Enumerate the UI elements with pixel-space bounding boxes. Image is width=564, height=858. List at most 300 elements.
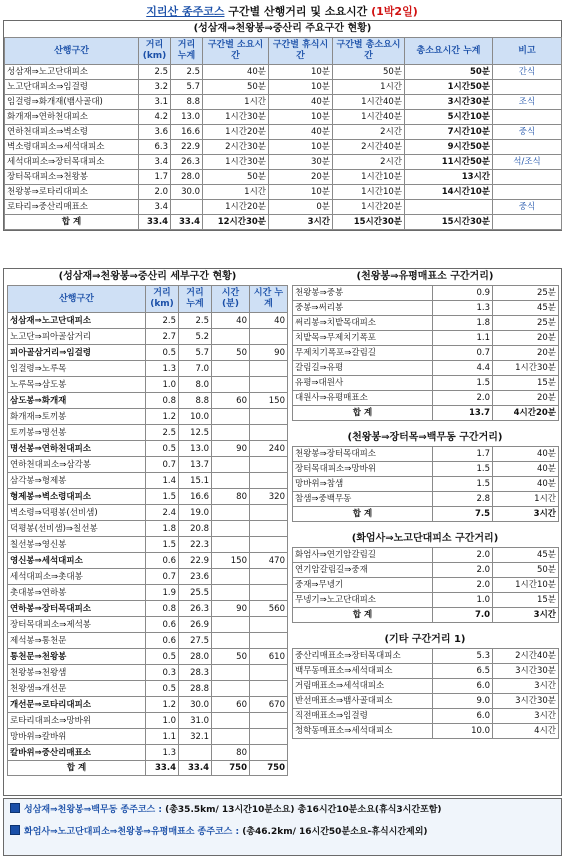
column-header: 총소요시간 누계 <box>405 38 493 65</box>
table-cell <box>212 633 250 649</box>
table-cell: 2.8 <box>433 492 493 507</box>
table-cell: 240 <box>250 441 288 457</box>
route-group-table <box>292 446 559 522</box>
route-group-title: (기타 구간거리 1) <box>384 634 466 645</box>
table-cell <box>250 681 288 697</box>
table-row <box>8 713 288 729</box>
table-cell: 세석대피소⇒장터목대피소 <box>5 155 139 170</box>
table-cell <box>212 537 250 553</box>
table-cell: 20분 <box>493 331 559 346</box>
table-row <box>8 649 288 665</box>
table-cell: 노고단⇒피아골삼거리 <box>8 329 146 345</box>
title-main: 구간별 산행거리 및 소요시간 <box>224 5 372 18</box>
table-cell: 1시간10분 <box>493 578 559 593</box>
total-cell: 750 <box>212 761 250 776</box>
table-cell: 50분 <box>493 563 559 578</box>
table-cell: 50분 <box>203 170 269 185</box>
table-cell <box>250 745 288 761</box>
table-cell <box>250 713 288 729</box>
table-row <box>8 601 288 617</box>
table-cell: 중봉⇒써리봉 <box>293 301 433 316</box>
table-cell: 28.8 <box>179 681 212 697</box>
table-cell: 천왕봉⇒중봉 <box>293 286 433 301</box>
table-cell: 천왕샘⇒개선문 <box>8 681 146 697</box>
column-header: 거리 (km) <box>146 286 179 313</box>
table-cell: 470 <box>250 553 288 569</box>
table-cell: 0.8 <box>146 601 179 617</box>
table-row <box>8 553 288 569</box>
table-cell <box>212 569 250 585</box>
table-cell: 15분 <box>493 593 559 608</box>
table-cell: 직전매표소⇒임걸령 <box>293 709 433 724</box>
total-row <box>293 507 559 522</box>
table-cell: 1시간10분 <box>333 185 405 200</box>
table-cell <box>250 569 288 585</box>
table-cell: 22.3 <box>179 537 212 553</box>
table-cell <box>179 745 212 761</box>
table-cell <box>493 110 562 125</box>
table-cell: 2.0 <box>433 563 493 578</box>
table-row <box>8 377 288 393</box>
detail-sections-left <box>7 269 288 776</box>
table-cell: 8.8 <box>179 393 212 409</box>
table-cell: 6.0 <box>433 679 493 694</box>
table-row <box>8 633 288 649</box>
table-cell: 영신봉⇒세석대피소 <box>8 553 146 569</box>
table-cell: 13.7 <box>179 457 212 473</box>
total-cell: 합 계 <box>293 406 433 421</box>
table-cell: 3시간30분 <box>405 95 493 110</box>
table-cell: 임걸령⇒노루목 <box>8 361 146 377</box>
table-cell <box>493 185 562 200</box>
table-cell: 치밭목⇒무제치기폭포 <box>293 331 433 346</box>
table-cell: 16.6 <box>179 489 212 505</box>
table-cell: 40 <box>250 313 288 329</box>
table-cell: 백무동매표소⇒세석대피소 <box>293 664 433 679</box>
table-cell: 연하봉⇒장터목대피소 <box>8 601 146 617</box>
table-cell: 19.0 <box>179 505 212 521</box>
table-cell: 갈림길⇒유평 <box>293 361 433 376</box>
table-row <box>8 409 288 425</box>
table-cell: 0.6 <box>146 553 179 569</box>
table-cell: 1.7 <box>433 447 493 462</box>
table-cell: 0.5 <box>146 345 179 361</box>
table-cell: 무넹기⇒노고단대피소 <box>293 593 433 608</box>
table-row <box>8 537 288 553</box>
table-cell <box>250 409 288 425</box>
table-cell: 32.1 <box>179 729 212 745</box>
table-cell: 0분 <box>269 200 333 215</box>
table-row <box>5 200 562 215</box>
column-header: 비고 <box>493 38 562 65</box>
table-cell: 화엄사⇒연기암갈림길 <box>293 548 433 563</box>
table-cell <box>212 425 250 441</box>
table-cell: 40분 <box>493 447 559 462</box>
table-row <box>8 425 288 441</box>
title-course: 지리산 종주코스 <box>146 5 225 18</box>
total-cell: 33.4 <box>146 761 179 776</box>
table-cell: 개선문⇒로타리대피소 <box>8 697 146 713</box>
table-cell: 8.8 <box>171 95 203 110</box>
table-cell: 25분 <box>493 316 559 331</box>
table-row <box>293 578 559 593</box>
table-cell: 3.6 <box>139 125 171 140</box>
table-cell: 4.2 <box>139 110 171 125</box>
table-cell: 10분 <box>269 80 333 95</box>
table-cell: 20분 <box>493 391 559 406</box>
table-cell: 천왕봉⇒장터목대피소 <box>293 447 433 462</box>
table-cell: 토끼봉⇒명선봉 <box>8 425 146 441</box>
table-cell: 50 <box>212 649 250 665</box>
table-cell: 5시간10분 <box>405 110 493 125</box>
table-cell: 670 <box>250 697 288 713</box>
table-cell <box>250 473 288 489</box>
table-cell: 통천문⇒천왕봉 <box>8 649 146 665</box>
total-cell: 750 <box>250 761 288 776</box>
table-cell: 2시간 <box>333 155 405 170</box>
column-header: 구간별 소요시간 <box>203 38 269 65</box>
table-cell: 노루목⇒삼도봉 <box>8 377 146 393</box>
total-cell: 15시간30분 <box>333 215 405 230</box>
table-row <box>5 185 562 200</box>
table-cell: 40분 <box>493 477 559 492</box>
total-row <box>8 761 288 776</box>
table-cell: 3시간30분 <box>493 694 559 709</box>
table-cell: 무제치기폭포⇒갈림길 <box>293 346 433 361</box>
table-cell: 320 <box>250 489 288 505</box>
table-row <box>5 125 562 140</box>
table-cell <box>212 521 250 537</box>
table-cell: 성삼재⇒노고단대피소 <box>8 313 146 329</box>
table-cell: 2.0 <box>433 548 493 563</box>
table-cell: 40분 <box>203 65 269 80</box>
bullet-icon <box>10 803 20 813</box>
table-cell: 0.6 <box>146 617 179 633</box>
table-cell: 1시간 <box>493 492 559 507</box>
table-row <box>8 697 288 713</box>
page-title <box>0 3 564 19</box>
total-cell: 7.5 <box>433 507 493 522</box>
table-cell: 1.8 <box>146 521 179 537</box>
table-cell: 20분 <box>493 346 559 361</box>
table-cell: 6.3 <box>139 140 171 155</box>
table-cell: 2.0 <box>139 185 171 200</box>
table-cell <box>212 457 250 473</box>
total-row <box>293 406 559 421</box>
table-cell: 22.9 <box>179 553 212 569</box>
total-cell <box>493 215 562 230</box>
total-cell: 합 계 <box>5 215 139 230</box>
total-cell: 12시간30분 <box>203 215 269 230</box>
table-cell: 1시간30분 <box>493 361 559 376</box>
table-cell: 1시간20분 <box>203 200 269 215</box>
summary-lead: 화엄사⇒노고단대피소⇒천왕봉⇒유평매표소 종주코스 : <box>24 827 240 837</box>
table-cell: 1시간 <box>333 80 405 95</box>
column-header: 구간별 휴식시간 <box>269 38 333 65</box>
total-cell: 15시간30분 <box>405 215 493 230</box>
table-cell: 로타리대피소⇒망바위 <box>8 713 146 729</box>
table-cell: 중식 <box>493 125 562 140</box>
table-cell: 26.3 <box>171 155 203 170</box>
table-cell: 5.3 <box>433 649 493 664</box>
table-cell: 90 <box>250 345 288 361</box>
table-cell: 40분 <box>493 462 559 477</box>
table-cell <box>212 329 250 345</box>
table-cell: 26.9 <box>179 617 212 633</box>
route-distance-groups <box>292 269 558 748</box>
total-cell: 3시간 <box>269 215 333 230</box>
table-cell: 45분 <box>493 301 559 316</box>
table-row <box>8 489 288 505</box>
table-row <box>5 95 562 110</box>
table-cell: 28.3 <box>179 665 212 681</box>
course-summary <box>3 798 562 856</box>
table-cell: 50분 <box>405 65 493 80</box>
table-cell: 조식 <box>493 95 562 110</box>
table-cell: 2시간40분 <box>333 140 405 155</box>
table-row <box>8 521 288 537</box>
table-cell: 22.9 <box>171 140 203 155</box>
table-row <box>8 729 288 745</box>
table-row <box>8 313 288 329</box>
table-cell: 세석대피소⇒촛대봉 <box>8 569 146 585</box>
table-cell: 1시간30분 <box>203 155 269 170</box>
table-cell: 10분 <box>269 185 333 200</box>
table-row <box>8 457 288 473</box>
table-cell: 40분 <box>269 95 333 110</box>
table-cell <box>250 665 288 681</box>
route-group <box>292 269 558 421</box>
table-row <box>293 477 559 492</box>
table-row <box>8 329 288 345</box>
table-cell: 1시간40분 <box>333 95 405 110</box>
table-cell: 참샘⇒중백무동 <box>293 492 433 507</box>
table-cell: 13시간 <box>405 170 493 185</box>
table-cell <box>212 617 250 633</box>
table-cell: 40분 <box>269 125 333 140</box>
table-cell: 0.6 <box>146 633 179 649</box>
table-cell: 28.0 <box>171 170 203 185</box>
route-group <box>292 632 558 739</box>
total-cell: 합 계 <box>293 507 433 522</box>
table-cell: 1.2 <box>146 409 179 425</box>
table-cell: 10분 <box>269 140 333 155</box>
table-cell: 6.5 <box>433 664 493 679</box>
table-cell: 대원사⇒유평매표소 <box>293 391 433 406</box>
table-cell: 1.0 <box>146 377 179 393</box>
table-cell: 거림매표소⇒세석대피소 <box>293 679 433 694</box>
table-cell: 1시간20분 <box>203 125 269 140</box>
table-cell: 화개재⇒연하천대피소 <box>5 110 139 125</box>
table-cell: 2.5 <box>139 65 171 80</box>
table-cell: 망바위⇒칼바위 <box>8 729 146 745</box>
table-row <box>293 286 559 301</box>
total-row <box>293 608 559 623</box>
table-cell: 7.0 <box>179 361 212 377</box>
table-cell: 2.5 <box>146 425 179 441</box>
total-cell: 33.4 <box>179 761 212 776</box>
table-cell: 10.0 <box>433 724 493 739</box>
table-cell: 0.9 <box>433 286 493 301</box>
table-cell <box>250 329 288 345</box>
table-cell <box>250 521 288 537</box>
table-cell: 27.5 <box>179 633 212 649</box>
table-cell <box>212 409 250 425</box>
route-group-title: (화엄사⇒노고단대피소 구간거리) <box>351 533 499 544</box>
column-header: 거리 (km) <box>139 38 171 65</box>
table-cell <box>212 377 250 393</box>
table-cell: 1.8 <box>433 316 493 331</box>
detail-sections-table <box>7 285 288 776</box>
table-cell: 1.4 <box>146 473 179 489</box>
table-row <box>293 361 559 376</box>
table-cell: 중재⇒무넹기 <box>293 578 433 593</box>
table-cell: 1.1 <box>146 729 179 745</box>
table-cell <box>250 617 288 633</box>
table-row <box>5 170 562 185</box>
table-cell: 1시간30분 <box>203 110 269 125</box>
table-cell: 장터목대피소⇒망바위 <box>293 462 433 477</box>
table-cell: 삼각봉⇒형제봉 <box>8 473 146 489</box>
table-cell <box>250 457 288 473</box>
table-cell <box>250 537 288 553</box>
table-cell <box>493 170 562 185</box>
table-cell <box>250 377 288 393</box>
table-cell: 0.5 <box>146 649 179 665</box>
route-group <box>292 531 558 623</box>
table-cell: 1시간 <box>203 95 269 110</box>
total-cell: 13.7 <box>433 406 493 421</box>
table-cell <box>212 473 250 489</box>
table-cell: 0.7 <box>146 457 179 473</box>
table-cell <box>212 505 250 521</box>
table-cell: 610 <box>250 649 288 665</box>
total-cell: 33.4 <box>139 215 171 230</box>
main-sections-panel <box>3 20 562 231</box>
table-cell: 28.0 <box>179 649 212 665</box>
table-cell: 1.5 <box>433 376 493 391</box>
summary-line-baekmudong <box>4 799 561 821</box>
table-cell: 3.4 <box>139 200 171 215</box>
table-row <box>293 679 559 694</box>
table-cell: 1.5 <box>146 537 179 553</box>
table-cell: 벽소령대피소⇒세석대피소 <box>5 140 139 155</box>
table-cell: 7시간10분 <box>405 125 493 140</box>
route-group-table <box>292 648 559 739</box>
table-cell: 1.3 <box>433 301 493 316</box>
table-cell: 2시간40분 <box>493 649 559 664</box>
table-cell <box>493 140 562 155</box>
route-group-table <box>292 547 559 623</box>
table-row <box>293 492 559 507</box>
table-cell: 로타리⇒중산리매표소 <box>5 200 139 215</box>
total-cell: 3시간 <box>493 507 559 522</box>
table-cell: 80 <box>212 489 250 505</box>
table-cell: 20분 <box>269 170 333 185</box>
table-cell: 50 <box>212 345 250 361</box>
total-cell: 3시간 <box>493 608 559 623</box>
table-cell: 15분 <box>493 376 559 391</box>
column-header: 산행구간 <box>8 286 146 313</box>
table-cell: 30분 <box>269 155 333 170</box>
table-cell: 15.1 <box>179 473 212 489</box>
route-group-title: (천왕봉⇒장터목⇒백무동 구간거리) <box>347 432 503 443</box>
table-row <box>8 569 288 585</box>
table-cell: 1.5 <box>433 477 493 492</box>
table-cell: 60 <box>212 697 250 713</box>
table-row <box>8 665 288 681</box>
table-cell: 30.0 <box>171 185 203 200</box>
detail-sections-title: (성삼재⇒천왕봉⇒중산리 세부구간 현황) <box>58 271 237 282</box>
table-row <box>8 681 288 697</box>
table-cell <box>250 425 288 441</box>
table-cell <box>212 665 250 681</box>
main-sections-title: (성삼재⇒천왕봉⇒중산리 주요구간 현황) <box>193 23 372 34</box>
table-cell: 2.5 <box>179 313 212 329</box>
table-cell: 10.0 <box>179 409 212 425</box>
table-cell <box>250 585 288 601</box>
table-cell: 0.5 <box>146 441 179 457</box>
table-cell: 2.5 <box>146 313 179 329</box>
table-cell: 중식 <box>493 200 562 215</box>
table-cell: 0.7 <box>146 569 179 585</box>
total-row <box>5 215 562 230</box>
table-row <box>293 593 559 608</box>
table-cell: 명선봉⇒연하천대피소 <box>8 441 146 457</box>
table-cell: 25.5 <box>179 585 212 601</box>
table-cell <box>212 729 250 745</box>
table-cell: 5.7 <box>171 80 203 95</box>
summary-lead: 성삼재⇒천왕봉⇒백무동 종주코스 : <box>24 805 162 815</box>
table-cell: 벽소령⇒덕평봉(선비샘) <box>8 505 146 521</box>
total-cell: 합 계 <box>293 608 433 623</box>
table-cell: 40 <box>212 313 250 329</box>
table-cell <box>250 361 288 377</box>
total-cell: 4시간20분 <box>493 406 559 421</box>
table-row <box>8 393 288 409</box>
table-cell: 피아골삼거리⇒임걸령 <box>8 345 146 361</box>
table-cell: 1.0 <box>146 713 179 729</box>
table-row <box>293 331 559 346</box>
total-cell: 7.0 <box>433 608 493 623</box>
table-cell: 80 <box>212 745 250 761</box>
table-cell: 청학동매표소⇒세석대피소 <box>293 724 433 739</box>
table-cell: 촛대봉⇒연하봉 <box>8 585 146 601</box>
table-cell: 13.0 <box>179 441 212 457</box>
table-cell: 8.0 <box>179 377 212 393</box>
table-cell: 유평⇒대원사 <box>293 376 433 391</box>
table-cell: 천왕봉⇒로타리대피소 <box>5 185 139 200</box>
table-cell: 장터목대피소⇒제석봉 <box>8 617 146 633</box>
table-row <box>293 649 559 664</box>
table-row <box>293 694 559 709</box>
table-cell: 2.4 <box>146 505 179 521</box>
table-cell: 16.6 <box>171 125 203 140</box>
table-cell: 칼바위⇒중산리매표소 <box>8 745 146 761</box>
table-cell: 9.0 <box>433 694 493 709</box>
table-cell <box>250 633 288 649</box>
table-cell: 성삼재⇒노고단대피소 <box>5 65 139 80</box>
table-row <box>5 110 562 125</box>
table-cell <box>493 80 562 95</box>
table-row <box>5 140 562 155</box>
table-row <box>8 585 288 601</box>
column-header: 거리 누계 <box>171 38 203 65</box>
total-cell: 33.4 <box>171 215 203 230</box>
total-cell: 합 계 <box>8 761 146 776</box>
table-cell: 1.9 <box>146 585 179 601</box>
table-cell: 1.3 <box>146 745 179 761</box>
